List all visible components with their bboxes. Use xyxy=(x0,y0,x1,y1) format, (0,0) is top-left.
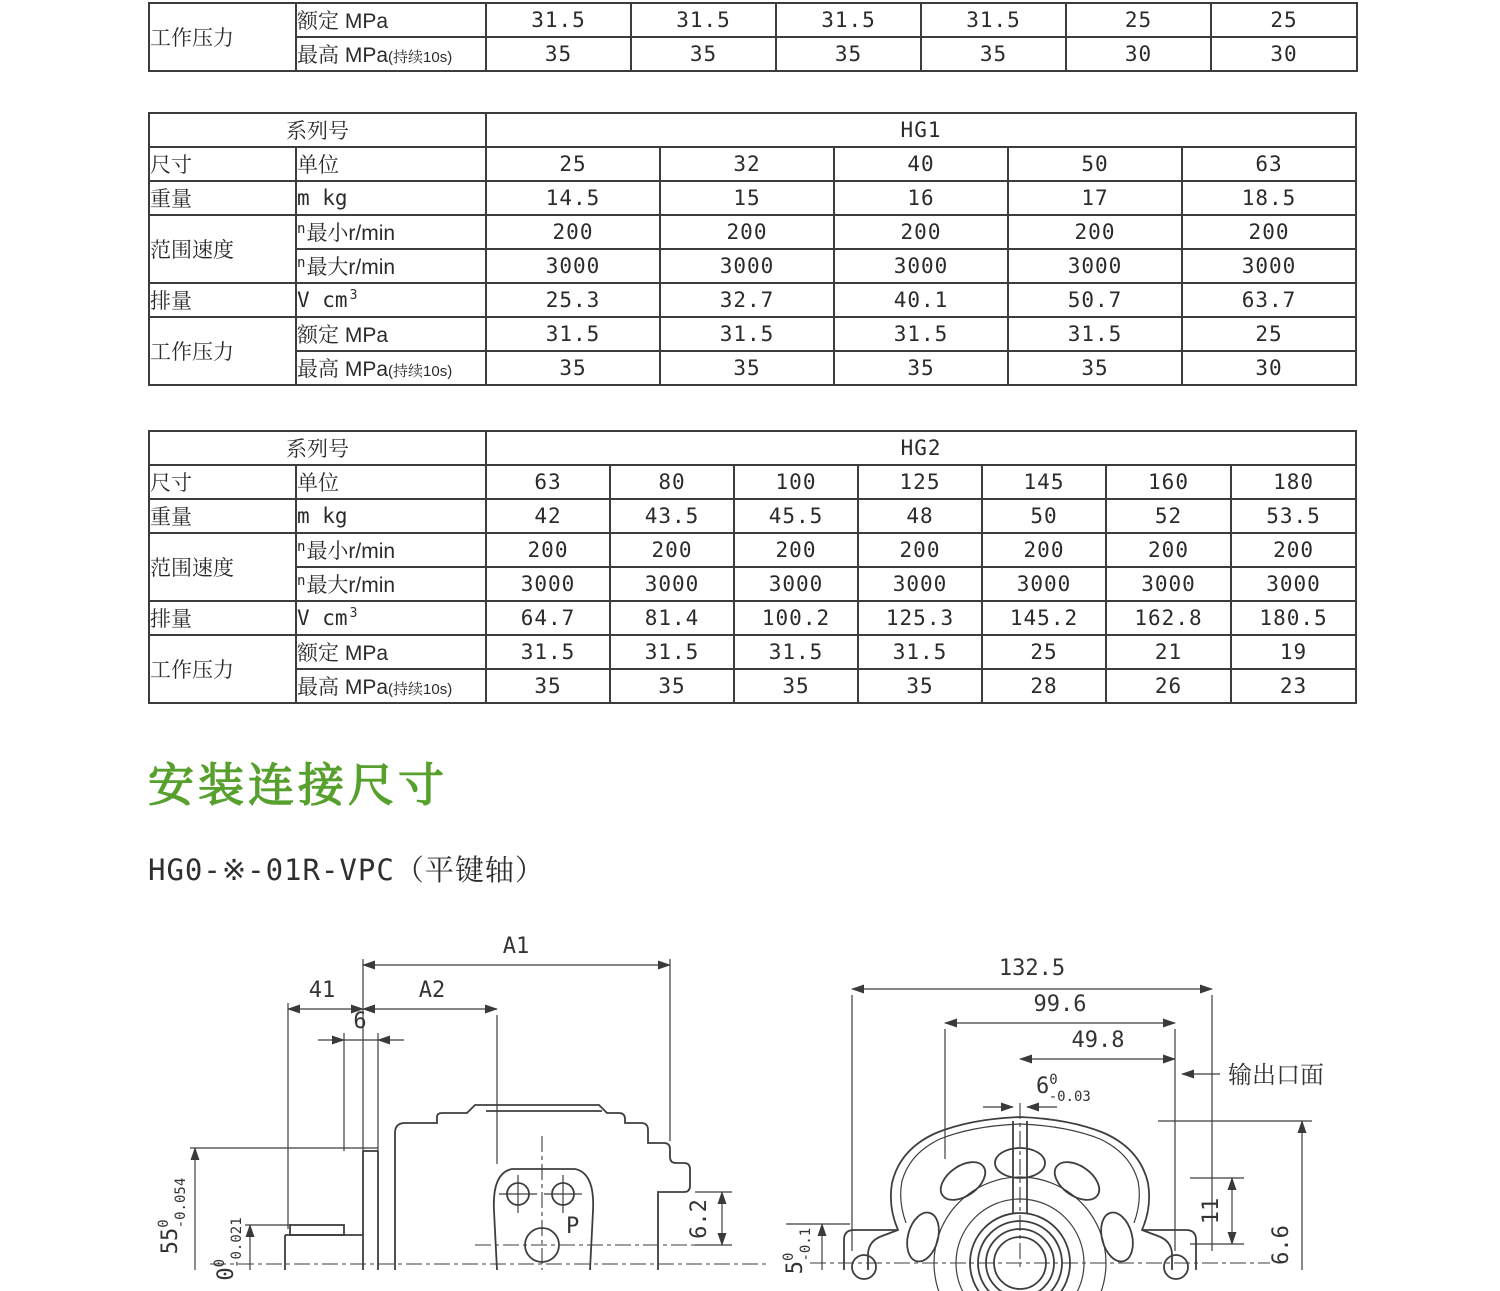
series-label: 系列号 xyxy=(149,113,486,147)
disp-cell: 64.7 xyxy=(486,601,610,635)
size-label: 尺寸 xyxy=(149,147,296,181)
weight-cell: 52 xyxy=(1106,499,1231,533)
weight-cell: 50 xyxy=(982,499,1106,533)
weight-cell: 48 xyxy=(858,499,982,533)
displacement-label: 排量 xyxy=(149,601,296,635)
disp-cell: 63.7 xyxy=(1182,283,1356,317)
value-cell: 35 xyxy=(776,37,921,71)
size-cell: 180 xyxy=(1231,465,1356,499)
value-cell: 31.5 xyxy=(921,3,1066,37)
max-pressure-label: 最高 MPa(持续10s) xyxy=(296,37,486,71)
rated-cell: 25 xyxy=(1182,317,1356,351)
series-name: HG2 xyxy=(486,431,1356,465)
rated-cell: 25 xyxy=(982,635,1106,669)
hg2-spec-table xyxy=(148,430,1357,704)
size-cell: 125 xyxy=(858,465,982,499)
nmax-cell: 3000 xyxy=(858,567,982,601)
value-cell: 31.5 xyxy=(631,3,776,37)
size-cell: 63 xyxy=(486,465,610,499)
max-pressure-label: 最高 MPa(持续10s) xyxy=(296,669,486,703)
disp-cell: 32.7 xyxy=(660,283,834,317)
rated-cell: 31.5 xyxy=(486,317,660,351)
front-view xyxy=(810,1103,1270,1291)
dim-6-label: 6 xyxy=(353,1009,367,1034)
max-cell: 35 xyxy=(486,669,610,703)
max-cell: 35 xyxy=(858,669,982,703)
p-port-label: P xyxy=(566,1214,580,1239)
value-cell: 35 xyxy=(486,37,631,71)
model-code-subtitle: HG0-※-01R-VPC（平键轴） xyxy=(148,853,545,887)
nmin-cell: 200 xyxy=(1008,215,1182,249)
max-cell: 35 xyxy=(610,669,734,703)
disp-cell: 50.7 xyxy=(1008,283,1182,317)
nmin-cell: 200 xyxy=(1106,533,1231,567)
nmax-cell: 3000 xyxy=(834,249,1008,283)
dim-6-2-label: 6.2 xyxy=(687,1199,712,1239)
foot-step-dim-label: $5^0-0.1$ xyxy=(781,1227,814,1275)
max-pressure-label: 最高 MPa(持续10s) xyxy=(296,351,486,385)
dim-99-6-label: 99.6 xyxy=(1033,992,1087,1017)
nmax-cell: 3000 xyxy=(734,567,858,601)
size-cell: 50 xyxy=(1008,147,1182,181)
nmin-cell: 200 xyxy=(486,533,610,567)
disp-cell: 125.3 xyxy=(858,601,982,635)
front-view-dimensions xyxy=(781,956,1324,1274)
side-view xyxy=(210,1105,770,1270)
weight-unit: m kg xyxy=(296,181,486,215)
hg0-pressure-table xyxy=(148,2,1358,72)
max-cell: 35 xyxy=(660,351,834,385)
series-label: 系列号 xyxy=(149,431,486,465)
pressure-group-label: 工作压力 xyxy=(149,3,296,71)
rated-pressure-label: 额定 MPa xyxy=(296,635,486,669)
disp-cell: 145.2 xyxy=(982,601,1106,635)
value-cell: 25 xyxy=(1211,3,1357,37)
rated-cell: 31.5 xyxy=(734,635,858,669)
nmin-cell: 200 xyxy=(858,533,982,567)
nmin-cell: 200 xyxy=(486,215,660,249)
rated-cell: 31.5 xyxy=(660,317,834,351)
value-cell: 35 xyxy=(921,37,1066,71)
weight-cell: 18.5 xyxy=(1182,181,1356,215)
weight-cell: 43.5 xyxy=(610,499,734,533)
size-cell: 100 xyxy=(734,465,858,499)
hg1-spec-table xyxy=(148,112,1357,386)
size-label: 尺寸 xyxy=(149,465,296,499)
max-cell: 35 xyxy=(734,669,858,703)
value-cell: 25 xyxy=(1066,3,1211,37)
rated-pressure-label: 额定 MPa xyxy=(296,317,486,351)
speed-range-label: 范围速度 xyxy=(149,533,296,601)
speed-range-label: 范围速度 xyxy=(149,215,296,283)
pressure-group-label: 工作压力 xyxy=(149,317,296,385)
nmin-cell: 200 xyxy=(660,215,834,249)
pilot-diameter-label: $0^0-0.021$ xyxy=(212,1217,245,1281)
nmin-cell: 200 xyxy=(1182,215,1356,249)
value-cell: 30 xyxy=(1211,37,1357,71)
nmax-cell: 3000 xyxy=(486,249,660,283)
nmax-label: $^n$最大r/min xyxy=(296,567,486,601)
weight-label: 重量 xyxy=(149,181,296,215)
shaft-diameter-label: $55^0-0.054$ xyxy=(156,1177,189,1255)
section-heading: 安装连接尺寸 xyxy=(148,759,448,811)
nmin-cell: 200 xyxy=(1231,533,1356,567)
size-cell: 160 xyxy=(1106,465,1231,499)
dim-a2-label: A2 xyxy=(418,978,446,1003)
nmax-cell: 3000 xyxy=(1182,249,1356,283)
dimension-drawing xyxy=(150,911,1448,1281)
nmin-cell: 200 xyxy=(734,533,858,567)
rated-cell: 31.5 xyxy=(610,635,734,669)
max-cell: 35 xyxy=(834,351,1008,385)
nmax-cell: 3000 xyxy=(1106,567,1231,601)
max-cell: 23 xyxy=(1231,669,1356,703)
nmax-cell: 3000 xyxy=(610,567,734,601)
dim-6-6-label: 6.6 xyxy=(1269,1225,1294,1265)
disp-cell: 180.5 xyxy=(1231,601,1356,635)
series-name: HG1 xyxy=(486,113,1356,147)
value-cell: 31.5 xyxy=(486,3,631,37)
weight-unit: m kg xyxy=(296,499,486,533)
max-cell: 26 xyxy=(1106,669,1231,703)
size-cell: 25 xyxy=(486,147,660,181)
weight-cell: 14.5 xyxy=(486,181,660,215)
displacement-unit: V cm $^3$ xyxy=(296,601,486,635)
rated-cell: 31.5 xyxy=(486,635,610,669)
output-port-face-label: 输出口面 xyxy=(1228,1062,1324,1089)
slot-width-dim-label: $6^0$ -0.03 xyxy=(1036,1072,1091,1105)
size-cell: 80 xyxy=(610,465,734,499)
nmax-cell: 3000 xyxy=(1008,249,1182,283)
rated-cell: 21 xyxy=(1106,635,1231,669)
rated-pressure-label: 额定 MPa xyxy=(296,3,486,37)
displacement-unit: V cm $^3$ xyxy=(296,283,486,317)
disp-cell: 40.1 xyxy=(834,283,1008,317)
dim-132-5-label: 132.5 xyxy=(998,956,1066,981)
rated-cell: 31.5 xyxy=(1008,317,1182,351)
nmin-label: $^n$最小r/min xyxy=(296,215,486,249)
size-cell: 145 xyxy=(982,465,1106,499)
shaft-key xyxy=(290,1225,344,1235)
weight-cell: 16 xyxy=(834,181,1008,215)
pressure-group-label: 工作压力 xyxy=(149,635,296,703)
nmin-cell: 200 xyxy=(982,533,1106,567)
max-cell: 28 xyxy=(982,669,1106,703)
nmax-label: $^n$最大r/min xyxy=(296,249,486,283)
weight-cell: 15 xyxy=(660,181,834,215)
unit-label: 单位 xyxy=(296,147,486,181)
weight-cell: 53.5 xyxy=(1231,499,1356,533)
nmax-cell: 3000 xyxy=(660,249,834,283)
nmax-cell: 3000 xyxy=(1231,567,1356,601)
rated-cell: 19 xyxy=(1231,635,1356,669)
foot-hole xyxy=(1164,1255,1188,1279)
weight-cell: 45.5 xyxy=(734,499,858,533)
unit-label: 单位 xyxy=(296,465,486,499)
disp-cell: 100.2 xyxy=(734,601,858,635)
value-cell: 31.5 xyxy=(776,3,921,37)
nmin-label: $^n$最小r/min xyxy=(296,533,486,567)
dim-a1-label: A1 xyxy=(502,934,530,959)
weight-cell: 42 xyxy=(486,499,610,533)
nmin-cell: 200 xyxy=(610,533,734,567)
max-cell: 35 xyxy=(486,351,660,385)
max-cell: 30 xyxy=(1182,351,1356,385)
size-cell: 63 xyxy=(1182,147,1356,181)
foot-hole xyxy=(852,1255,876,1279)
disp-cell: 81.4 xyxy=(610,601,734,635)
dim-11-label: 11 xyxy=(1199,1197,1224,1225)
dim-41-label: 41 xyxy=(308,978,336,1003)
max-cell: 35 xyxy=(1008,351,1182,385)
size-cell: 40 xyxy=(834,147,1008,181)
rated-cell: 31.5 xyxy=(834,317,1008,351)
pump-dimension-svg xyxy=(150,911,1500,1281)
size-cell: 32 xyxy=(660,147,834,181)
disp-cell: 162.8 xyxy=(1106,601,1231,635)
side-view-dimensions xyxy=(156,934,732,1281)
nmin-cell: 200 xyxy=(834,215,1008,249)
rated-cell: 31.5 xyxy=(858,635,982,669)
dim-49-8-label: 49.8 xyxy=(1071,1028,1125,1053)
value-cell: 30 xyxy=(1066,37,1211,71)
nmax-cell: 3000 xyxy=(982,567,1106,601)
catalog-page xyxy=(148,2,1448,1281)
weight-cell: 17 xyxy=(1008,181,1182,215)
displacement-label: 排量 xyxy=(149,283,296,317)
nmax-cell: 3000 xyxy=(486,567,610,601)
disp-cell: 25.3 xyxy=(486,283,660,317)
weight-label: 重量 xyxy=(149,499,296,533)
value-cell: 35 xyxy=(631,37,776,71)
